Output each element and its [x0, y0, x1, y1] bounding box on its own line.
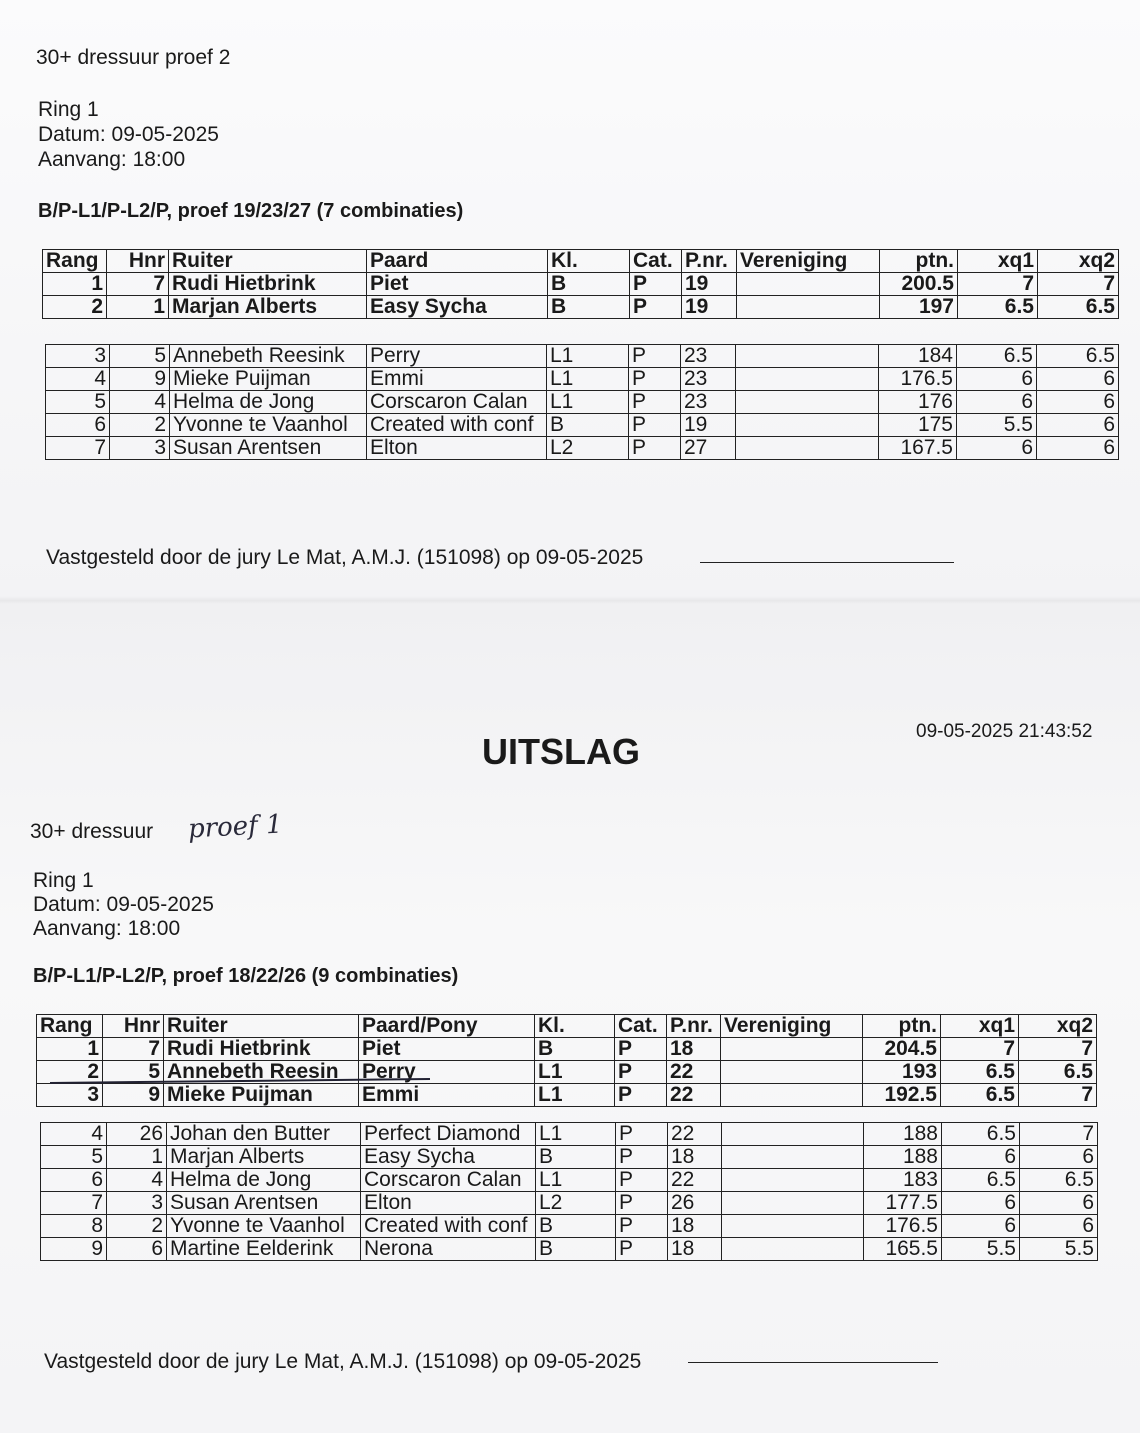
cell-pnr: 22: [667, 1084, 721, 1107]
cell-hnr: 3: [107, 1192, 167, 1215]
top-title: 30+ dressuur proef 2: [36, 46, 231, 69]
cell-ruiter: Marjan Alberts: [167, 1146, 361, 1169]
cell-xq1: 6: [942, 1146, 1020, 1169]
cell-ruiter: Annebeth Reesink: [170, 345, 367, 368]
cell-ruiter: Martine Eelderink: [167, 1238, 361, 1261]
cell-paard: Piet: [367, 273, 548, 296]
cell-xq2: 6.5: [1020, 1169, 1098, 1192]
cell-klasse: L2: [547, 437, 629, 460]
cell-vereniging: [722, 1215, 864, 1238]
paper-fold: [0, 596, 1140, 604]
cell-hnr: 5: [103, 1061, 164, 1084]
bottom-results-table-rest: [40, 1122, 1098, 1261]
top-signature-line: [700, 562, 954, 563]
col-header-rang: Rang: [37, 1015, 103, 1038]
cell-hnr: 2: [107, 1215, 167, 1238]
table-row: [43, 273, 1119, 296]
bottom-ring: Ring 1: [33, 869, 94, 892]
cell-klasse: L1: [536, 1123, 616, 1146]
cell-pnr: 19: [681, 414, 736, 437]
cell-paard: Easy Sycha: [367, 296, 548, 319]
table-row: [41, 1146, 1098, 1169]
cell-rang: 6: [46, 414, 110, 437]
cell-paard: Perry: [367, 345, 547, 368]
cell-xq2: 6: [1037, 437, 1119, 460]
cell-ptn: 197: [880, 296, 958, 319]
cell-xq2: 6: [1020, 1146, 1098, 1169]
col-header-hnr: Hnr: [103, 1015, 164, 1038]
cell-rang: 1: [43, 273, 107, 296]
cell-paard: Emmi: [367, 368, 547, 391]
col-header-cat: Cat.: [630, 250, 682, 273]
table-row: [43, 296, 1119, 319]
cell-xq1: 6.5: [941, 1084, 1019, 1107]
cell-paard: Easy Sycha: [361, 1146, 536, 1169]
cell-ptn: 167.5: [879, 437, 957, 460]
cell-ptn: 184: [879, 345, 957, 368]
table-row: [46, 437, 1119, 460]
cell-vereniging: [722, 1238, 864, 1261]
cell-paard: Created with conf: [367, 414, 547, 437]
cell-xq1: 6: [942, 1215, 1020, 1238]
cell-hnr: 1: [107, 1146, 167, 1169]
cell-hnr: 6: [107, 1238, 167, 1261]
cell-paard: Nerona: [361, 1238, 536, 1261]
col-header-ptn: ptn.: [863, 1015, 941, 1038]
col-header-klasse: Kl.: [535, 1015, 615, 1038]
cell-xq2: 6.5: [1019, 1061, 1097, 1084]
cell-cat: P: [629, 391, 681, 414]
top-results-table-main: [42, 249, 1119, 319]
cell-hnr: 5: [110, 345, 170, 368]
cell-klasse: L2: [536, 1192, 616, 1215]
col-header-paard: Paard: [367, 250, 548, 273]
cell-vereniging: [721, 1061, 863, 1084]
cell-klasse: B: [536, 1238, 616, 1261]
cell-ruiter: Susan Arentsen: [170, 437, 367, 460]
cell-cat: P: [629, 437, 681, 460]
cell-rang: 4: [41, 1123, 107, 1146]
cell-paard: Emmi: [359, 1084, 535, 1107]
cell-vereniging: [722, 1123, 864, 1146]
cell-hnr: 4: [107, 1169, 167, 1192]
cell-ruiter: Mieke Puijman: [164, 1084, 359, 1107]
cell-ptn: 193: [863, 1061, 941, 1084]
cell-pnr: 26: [668, 1192, 722, 1215]
cell-pnr: 19: [682, 273, 737, 296]
cell-klasse: L1: [547, 391, 629, 414]
cell-ruiter: Marjan Alberts: [169, 296, 367, 319]
cell-klasse: B: [536, 1146, 616, 1169]
cell-ruiter: Mieke Puijman: [170, 368, 367, 391]
cell-rang: 7: [41, 1192, 107, 1215]
cell-paard: Created with conf: [361, 1215, 536, 1238]
cell-rang: 1: [37, 1038, 103, 1061]
cell-pnr: 18: [668, 1238, 722, 1261]
cell-klasse: L1: [536, 1169, 616, 1192]
cell-rang: 4: [46, 368, 110, 391]
cell-vereniging: [736, 414, 879, 437]
cell-klasse: B: [548, 273, 630, 296]
cell-cat: P: [616, 1238, 668, 1261]
cell-ptn: 176: [879, 391, 957, 414]
cell-ptn: 192.5: [863, 1084, 941, 1107]
table-header-row: [43, 250, 1119, 273]
cell-xq2: 7: [1019, 1038, 1097, 1061]
cell-cat: P: [615, 1061, 667, 1084]
cell-xq2: 6: [1020, 1192, 1098, 1215]
cell-rang: 2: [37, 1061, 103, 1084]
cell-paard: Elton: [361, 1192, 536, 1215]
cell-ptn: 204.5: [863, 1038, 941, 1061]
cell-xq1: 6.5: [957, 345, 1037, 368]
cell-pnr: 22: [668, 1169, 722, 1192]
cell-pnr: 19: [682, 296, 737, 319]
cell-rang: 3: [46, 345, 110, 368]
bottom-jury-footer: Vastgesteld door de jury Le Mat, A.M.J. (151098) op 09-05-2025: [44, 1350, 642, 1373]
cell-xq2: 6: [1037, 368, 1119, 391]
cell-pnr: 22: [668, 1123, 722, 1146]
table-row: [41, 1169, 1098, 1192]
cell-xq1: 7: [941, 1038, 1019, 1061]
cell-rang: 8: [41, 1215, 107, 1238]
cell-xq1: 6: [957, 437, 1037, 460]
col-header-vereniging: Vereniging: [721, 1015, 863, 1038]
cell-vereniging: [737, 296, 880, 319]
cell-ptn: 176.5: [864, 1215, 942, 1238]
cell-xq1: 6: [957, 391, 1037, 414]
cell-xq2: 6: [1020, 1215, 1098, 1238]
cell-hnr: 7: [103, 1038, 164, 1061]
cell-vereniging: [721, 1084, 863, 1107]
col-header-ruiter: Ruiter: [169, 250, 367, 273]
cell-hnr: 4: [110, 391, 170, 414]
table-row: [46, 368, 1119, 391]
cell-ptn: 175: [879, 414, 957, 437]
cell-klasse: B: [548, 296, 630, 319]
cell-hnr: 2: [110, 414, 170, 437]
cell-rang: 5: [46, 391, 110, 414]
table-row: [46, 414, 1119, 437]
uitslag-heading: UITSLAG: [482, 731, 640, 772]
cell-xq2: 6.5: [1038, 296, 1119, 319]
cell-cat: P: [615, 1084, 667, 1107]
cell-ptn: 188: [864, 1146, 942, 1169]
top-results-table-rest: [45, 344, 1119, 460]
cell-vereniging: [737, 273, 880, 296]
cell-rang: 2: [43, 296, 107, 319]
cell-xq1: 7: [958, 273, 1038, 296]
col-header-cat: Cat.: [615, 1015, 667, 1038]
cell-xq1: 6: [942, 1192, 1020, 1215]
cell-klasse: L1: [547, 368, 629, 391]
top-jury-footer: Vastgesteld door de jury Le Mat, A.M.J. (151098) op 09-05-2025: [46, 546, 644, 569]
cell-hnr: 9: [103, 1084, 164, 1107]
top-aanvang: Aanvang: 18:00: [38, 148, 186, 171]
cell-xq1: 6: [957, 368, 1037, 391]
cell-pnr: 18: [668, 1215, 722, 1238]
table-row: [41, 1238, 1098, 1261]
cell-cat: P: [616, 1192, 668, 1215]
cell-xq2: 7: [1020, 1123, 1098, 1146]
col-header-rang: Rang: [43, 250, 107, 273]
cell-vereniging: [722, 1169, 864, 1192]
col-header-xq2: xq2: [1019, 1015, 1097, 1038]
cell-rang: 5: [41, 1146, 107, 1169]
cell-vereniging: [736, 391, 879, 414]
col-header-xq1: xq1: [941, 1015, 1019, 1038]
cell-vereniging: [722, 1192, 864, 1215]
handwritten-note: proef 1: [187, 809, 284, 845]
cell-rang: 3: [37, 1084, 103, 1107]
cell-pnr: 23: [681, 368, 736, 391]
col-header-pnr: P.nr.: [667, 1015, 721, 1038]
table-header-row: [37, 1015, 1097, 1038]
col-header-ruiter: Ruiter: [164, 1015, 359, 1038]
top-ring: Ring 1: [38, 98, 99, 121]
cell-xq1: 6.5: [942, 1123, 1020, 1146]
cell-paard: Perry: [359, 1061, 535, 1084]
col-header-xq1: xq1: [958, 250, 1038, 273]
cell-cat: P: [616, 1146, 668, 1169]
cell-pnr: 22: [667, 1061, 721, 1084]
col-header-ptn: ptn.: [880, 250, 958, 273]
table-row: [37, 1038, 1097, 1061]
cell-hnr: 9: [110, 368, 170, 391]
top-datum: Datum: 09-05-2025: [38, 123, 219, 146]
cell-cat: P: [629, 345, 681, 368]
cell-paard: Piet: [359, 1038, 535, 1061]
cell-pnr: 18: [667, 1038, 721, 1061]
col-header-klasse: Kl.: [548, 250, 630, 273]
cell-ruiter: Johan den Butter: [167, 1123, 361, 1146]
cell-paard: Elton: [367, 437, 547, 460]
cell-cat: P: [630, 296, 682, 319]
print-timestamp: 09-05-2025 21:43:52: [916, 721, 1093, 742]
cell-xq2: 7: [1038, 273, 1119, 296]
table-row: [41, 1123, 1098, 1146]
cell-cat: P: [615, 1038, 667, 1061]
cell-ptn: 200.5: [880, 273, 958, 296]
cell-pnr: 27: [681, 437, 736, 460]
cell-ruiter: Helma de Jong: [170, 391, 367, 414]
cell-ptn: 165.5: [864, 1238, 942, 1261]
cell-xq2: 6.5: [1037, 345, 1119, 368]
cell-vereniging: [721, 1038, 863, 1061]
cell-pnr: 23: [681, 391, 736, 414]
cell-xq2: 7: [1019, 1084, 1097, 1107]
cell-pnr: 18: [668, 1146, 722, 1169]
bottom-signature-line: [688, 1362, 938, 1363]
cell-pnr: 23: [681, 345, 736, 368]
col-header-xq2: xq2: [1038, 250, 1119, 273]
cell-rang: 9: [41, 1238, 107, 1261]
cell-ruiter: Yvonne te Vaanhol: [167, 1215, 361, 1238]
cell-cat: P: [616, 1215, 668, 1238]
cell-xq1: 6.5: [941, 1061, 1019, 1084]
table-row: [41, 1192, 1098, 1215]
col-header-pnr: P.nr.: [682, 250, 737, 273]
cell-vereniging: [736, 368, 879, 391]
bottom-title: 30+ dressuur: [30, 820, 154, 843]
cell-paard: Corscaron Calan: [361, 1169, 536, 1192]
bottom-aanvang: Aanvang: 18:00: [33, 917, 181, 940]
cell-klasse: B: [547, 414, 629, 437]
cell-paard: Perfect Diamond: [361, 1123, 536, 1146]
cell-ruiter: Rudi Hietbrink: [164, 1038, 359, 1061]
cell-cat: P: [629, 414, 681, 437]
cell-cat: P: [616, 1123, 668, 1146]
table-row: [46, 345, 1119, 368]
cell-klasse: B: [536, 1215, 616, 1238]
cell-hnr: 3: [110, 437, 170, 460]
cell-ptn: 183: [864, 1169, 942, 1192]
cell-ruiter: Rudi Hietbrink: [169, 273, 367, 296]
cell-xq2: 6: [1037, 391, 1119, 414]
cell-xq2: 5.5: [1020, 1238, 1098, 1261]
cell-xq1: 6.5: [958, 296, 1038, 319]
cell-klasse: L1: [535, 1084, 615, 1107]
cell-hnr: 26: [107, 1123, 167, 1146]
cell-ptn: 188: [864, 1123, 942, 1146]
cell-xq1: 5.5: [957, 414, 1037, 437]
bottom-results-table-main: [36, 1014, 1097, 1107]
cell-ruiter: Helma de Jong: [167, 1169, 361, 1192]
cell-vereniging: [722, 1146, 864, 1169]
cell-rang: 7: [46, 437, 110, 460]
cell-hnr: 7: [107, 273, 169, 296]
cell-hnr: 1: [107, 296, 169, 319]
cell-klasse: B: [535, 1038, 615, 1061]
col-header-vereniging: Vereniging: [737, 250, 880, 273]
cell-cat: P: [616, 1169, 668, 1192]
top-section-heading: B/P-L1/P-L2/P, proef 19/23/27 (7 combinaties): [38, 200, 464, 222]
cell-xq1: 6.5: [942, 1169, 1020, 1192]
cell-klasse: L1: [535, 1061, 615, 1084]
cell-ruiter: Susan Arentsen: [167, 1192, 361, 1215]
bottom-section-heading: B/P-L1/P-L2/P, proef 18/22/26 (9 combinaties): [33, 965, 459, 987]
cell-rang: 6: [41, 1169, 107, 1192]
cell-cat: P: [630, 273, 682, 296]
cell-paard: Corscaron Calan: [367, 391, 547, 414]
cell-ptn: 176.5: [879, 368, 957, 391]
cell-xq2: 6: [1037, 414, 1119, 437]
cell-ruiter: Yvonne te Vaanhol: [170, 414, 367, 437]
cell-vereniging: [736, 437, 879, 460]
cell-cat: P: [629, 368, 681, 391]
cell-klasse: L1: [547, 345, 629, 368]
col-header-paard-pony: Paard/Pony: [359, 1015, 535, 1038]
col-header-hnr: Hnr: [107, 250, 169, 273]
cell-xq1: 5.5: [942, 1238, 1020, 1261]
cell-ptn: 177.5: [864, 1192, 942, 1215]
bottom-datum: Datum: 09-05-2025: [33, 893, 214, 916]
table-row: [46, 391, 1119, 414]
cell-ruiter: Annebeth Reesin: [164, 1061, 359, 1084]
table-row: [41, 1215, 1098, 1238]
table-row: [37, 1084, 1097, 1107]
cell-vereniging: [736, 345, 879, 368]
